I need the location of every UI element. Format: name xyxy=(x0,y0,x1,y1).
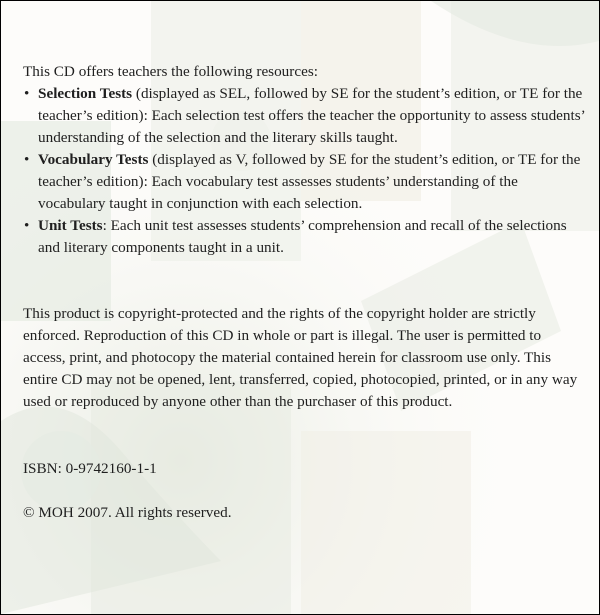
resource-term: Unit Tests xyxy=(38,217,103,234)
isbn-text: ISBN: 0-9742160-1-1 xyxy=(23,460,157,477)
resource-description: : Each unit test assesses students’ comprehension and recall of the selections and literary components taught in a unit. xyxy=(38,217,567,256)
resource-description: (displayed as SEL, followed by SE for the student’s edition, or TE for the teacher’s edition): Each selection test offers the teacher the opportunity to assess students’ understanding of the selection and the literary skills taught. xyxy=(38,85,585,146)
copyright-notice xyxy=(23,303,585,413)
intro-text: This CD offers teachers the following resources: xyxy=(23,63,318,80)
bullet-icon: • xyxy=(24,217,30,234)
list-item xyxy=(23,149,585,215)
bullet-icon: • xyxy=(24,85,30,102)
document-body xyxy=(23,61,585,524)
resource-description: (displayed as V, followed by SE for the student’s edition, or TE for the teacher’s edition): Each vocabulary test assesses students’ understanding of the vocabulary taught in conjunction with each selection. xyxy=(38,151,581,212)
list-item xyxy=(23,83,585,149)
resource-list xyxy=(23,83,585,259)
rights-text: © MOH 2007. All rights reserved. xyxy=(23,504,232,521)
copyright-paragraph: This product is copyright-protected and the rights of the copyright holder are strictly enforced. Reproduction of this CD in whole or part is illegal. The user is permitted to access, print, and photocopy the material contained herein for classroom use only. This entire CD may not be opened, lent, transferred, copied, photocopied, printed, or in any way used or reproduced by anyone other than the purchaser of this product. xyxy=(23,305,578,410)
list-item xyxy=(23,215,585,259)
bullet-icon: • xyxy=(24,151,30,168)
resource-term: Vocabulary Tests xyxy=(38,151,149,168)
resource-term: Selection Tests xyxy=(38,85,133,102)
